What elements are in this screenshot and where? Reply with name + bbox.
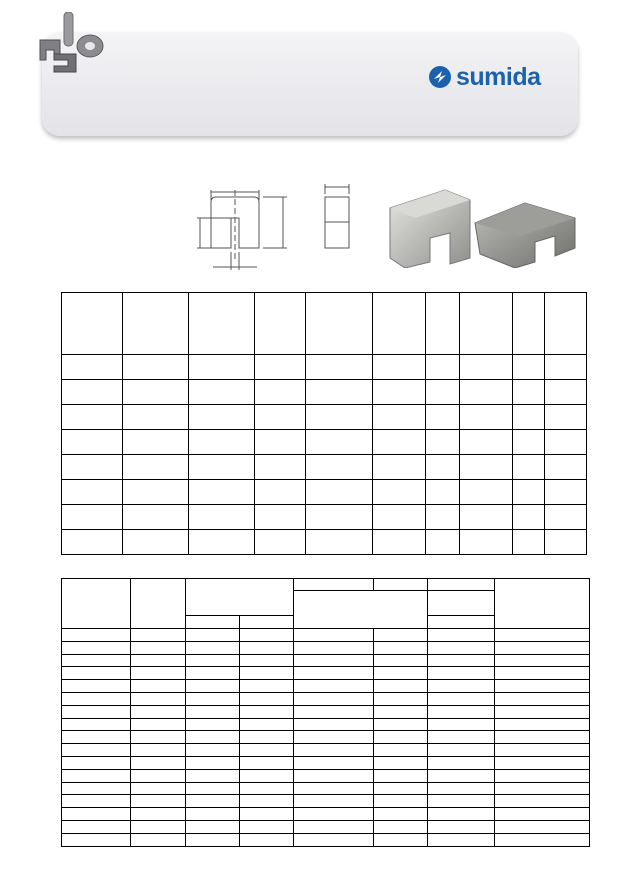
table-cell	[130, 629, 185, 642]
table-cell	[239, 769, 293, 782]
table-cell	[62, 718, 131, 731]
table-cell	[293, 692, 374, 705]
table-cell	[495, 808, 590, 821]
table-cell	[306, 380, 373, 405]
table-cell	[254, 405, 306, 430]
table-cell	[428, 782, 495, 795]
table-cell	[239, 744, 293, 757]
ferrite-cores-icon	[38, 12, 108, 74]
header-cell	[239, 616, 293, 629]
table-cell	[306, 455, 373, 480]
table-cell	[293, 744, 374, 757]
table-cell	[62, 505, 123, 530]
table-cell	[293, 833, 374, 846]
table-cell	[62, 769, 131, 782]
header-cell	[185, 616, 239, 629]
table-cell	[374, 756, 428, 769]
table-cell	[460, 355, 513, 380]
table-row	[62, 692, 590, 705]
table-cell	[62, 480, 123, 505]
table-cell	[428, 731, 495, 744]
table-cell	[495, 654, 590, 667]
table-cell	[254, 505, 306, 530]
table-cell	[373, 455, 426, 480]
table-cell	[373, 380, 426, 405]
table-cell	[239, 629, 293, 642]
header-cell	[62, 579, 131, 629]
specifications-table	[61, 292, 587, 555]
part-list-table	[61, 578, 590, 847]
table-cell	[188, 505, 254, 530]
table-cell	[185, 629, 239, 642]
table-cell	[185, 654, 239, 667]
table-cell	[373, 530, 426, 555]
table-cell	[130, 667, 185, 680]
table-cell	[188, 405, 254, 430]
table-cell	[374, 667, 428, 680]
table-row	[62, 430, 587, 455]
table-row	[62, 731, 590, 744]
table-cell	[460, 293, 513, 355]
table-cell	[374, 795, 428, 808]
table-cell	[374, 641, 428, 654]
table-row	[62, 744, 590, 757]
table-cell	[513, 380, 545, 405]
header-cell	[374, 579, 428, 591]
table-cell	[130, 654, 185, 667]
table-cell	[544, 530, 586, 555]
table-cell	[495, 769, 590, 782]
table-cell	[122, 530, 188, 555]
table-row	[62, 667, 590, 680]
table-cell	[130, 731, 185, 744]
table-cell	[130, 744, 185, 757]
table-cell	[130, 692, 185, 705]
table-cell	[374, 744, 428, 757]
table-cell	[306, 355, 373, 380]
table-cell	[495, 782, 590, 795]
table-cell	[62, 756, 131, 769]
table-cell	[373, 405, 426, 430]
table-cell	[374, 782, 428, 795]
table-cell	[374, 769, 428, 782]
table-cell	[188, 293, 254, 355]
table-cell	[239, 820, 293, 833]
table-cell	[62, 692, 131, 705]
header-cell	[428, 616, 495, 629]
table-cell	[306, 505, 373, 530]
table-cell	[122, 355, 188, 380]
table-cell	[185, 718, 239, 731]
table-row	[62, 769, 590, 782]
table-row	[62, 795, 590, 808]
table-cell	[495, 744, 590, 757]
table-cell	[374, 654, 428, 667]
table-row	[62, 380, 587, 405]
header-cell	[428, 591, 495, 616]
table-cell	[426, 293, 460, 355]
table-cell	[130, 756, 185, 769]
brand-logo	[428, 62, 541, 92]
table-cell	[428, 654, 495, 667]
table-cell	[428, 718, 495, 731]
table-row	[62, 480, 587, 505]
table-cell	[185, 782, 239, 795]
table-cell	[239, 808, 293, 821]
table-cell	[513, 405, 545, 430]
header-cell	[293, 591, 428, 629]
table-cell	[130, 795, 185, 808]
table-row	[62, 641, 590, 654]
table-cell	[185, 769, 239, 782]
header-cell	[428, 579, 495, 591]
table-cell	[62, 782, 131, 795]
table-cell	[426, 380, 460, 405]
table-cell	[495, 667, 590, 680]
table-cell	[239, 833, 293, 846]
table-cell	[544, 293, 586, 355]
table-row	[62, 680, 590, 693]
table-cell	[374, 833, 428, 846]
table-cell	[495, 820, 590, 833]
table-cell	[495, 795, 590, 808]
table-cell	[495, 680, 590, 693]
table-cell	[239, 667, 293, 680]
table-row	[62, 705, 590, 718]
table-cell	[460, 455, 513, 480]
table-cell	[495, 705, 590, 718]
table-cell	[374, 820, 428, 833]
table-cell	[544, 455, 586, 480]
table-cell	[122, 380, 188, 405]
table-cell	[62, 629, 131, 642]
table-cell	[426, 455, 460, 480]
table-cell	[185, 641, 239, 654]
table-cell	[495, 833, 590, 846]
table-cell	[495, 641, 590, 654]
table-cell	[293, 680, 374, 693]
table-cell	[254, 293, 306, 355]
table-cell	[122, 293, 188, 355]
table-cell	[495, 756, 590, 769]
table-cell	[62, 680, 131, 693]
table-cell	[306, 293, 373, 355]
table-cell	[62, 667, 131, 680]
table-cell	[62, 820, 131, 833]
table-cell	[544, 405, 586, 430]
table-cell	[122, 405, 188, 430]
table-cell	[544, 480, 586, 505]
table-cell	[188, 480, 254, 505]
table-cell	[544, 380, 586, 405]
table-cell	[293, 731, 374, 744]
table-cell	[188, 530, 254, 555]
table-cell	[185, 756, 239, 769]
table-cell	[185, 667, 239, 680]
table-cell	[130, 769, 185, 782]
table-cell	[130, 680, 185, 693]
table-cell	[122, 480, 188, 505]
table-cell	[428, 641, 495, 654]
table-cell	[188, 380, 254, 405]
table-cell	[185, 820, 239, 833]
table-cell	[188, 430, 254, 455]
table-cell	[130, 833, 185, 846]
table-cell	[62, 833, 131, 846]
table-row	[62, 756, 590, 769]
table-cell	[428, 820, 495, 833]
table-cell	[62, 808, 131, 821]
table-cell	[544, 355, 586, 380]
table-cell	[544, 430, 586, 455]
table-cell	[130, 808, 185, 821]
table-row	[62, 654, 590, 667]
table-cell	[293, 782, 374, 795]
table-cell	[62, 705, 131, 718]
header-cell	[130, 579, 185, 629]
table-row	[62, 782, 590, 795]
table-cell	[293, 654, 374, 667]
table-cell	[460, 530, 513, 555]
table-cell	[513, 430, 545, 455]
table-row	[62, 355, 587, 380]
table-cell	[130, 782, 185, 795]
table-cell	[513, 480, 545, 505]
table-cell	[293, 820, 374, 833]
table-cell	[513, 455, 545, 480]
header-cell	[185, 579, 293, 616]
table-cell	[428, 795, 495, 808]
table-cell	[185, 795, 239, 808]
table-cell	[293, 629, 374, 642]
sumida-logo-icon	[428, 65, 452, 89]
table-cell	[185, 833, 239, 846]
table-cell	[373, 293, 426, 355]
table-cell	[239, 718, 293, 731]
table-cell	[460, 480, 513, 505]
table-cell	[293, 641, 374, 654]
table-cell	[428, 744, 495, 757]
table-cell	[254, 455, 306, 480]
table-cell	[62, 530, 123, 555]
table-cell	[239, 731, 293, 744]
table-cell	[62, 430, 123, 455]
header-cell	[495, 579, 590, 629]
table-cell	[306, 405, 373, 430]
table-cell	[495, 629, 590, 642]
table-cell	[239, 756, 293, 769]
table-cell	[426, 505, 460, 530]
table-cell	[426, 355, 460, 380]
table-row	[62, 820, 590, 833]
table-cell	[460, 405, 513, 430]
table-cell	[254, 380, 306, 405]
table-row	[62, 455, 587, 480]
table-cell	[254, 355, 306, 380]
table-row	[62, 629, 590, 642]
table-cell	[130, 641, 185, 654]
table-cell	[130, 820, 185, 833]
table-cell	[306, 430, 373, 455]
table-cell	[428, 756, 495, 769]
table-cell	[239, 782, 293, 795]
table-cell	[293, 756, 374, 769]
table-cell	[426, 480, 460, 505]
table-cell	[460, 430, 513, 455]
table-cell	[239, 705, 293, 718]
table-cell	[62, 355, 123, 380]
table-cell	[62, 641, 131, 654]
table-cell	[495, 731, 590, 744]
table-cell	[426, 430, 460, 455]
table-cell	[185, 808, 239, 821]
table-row	[62, 718, 590, 731]
table-cell	[428, 833, 495, 846]
table-row	[62, 530, 587, 555]
table-row	[62, 405, 587, 430]
table-cell	[374, 718, 428, 731]
ferrite-core-photo	[385, 178, 580, 268]
table-cell	[373, 355, 426, 380]
table-cell	[513, 530, 545, 555]
table-cell	[62, 455, 123, 480]
table-cell	[293, 808, 374, 821]
table-cell	[130, 705, 185, 718]
table-cell	[373, 505, 426, 530]
table-cell	[495, 692, 590, 705]
table-cell	[185, 692, 239, 705]
table-cell	[122, 430, 188, 455]
table-cell	[513, 293, 545, 355]
table-cell	[185, 705, 239, 718]
table-cell	[426, 530, 460, 555]
table-cell	[495, 718, 590, 731]
table-cell	[239, 795, 293, 808]
brand-name: sumida	[456, 62, 541, 91]
table-cell	[122, 455, 188, 480]
table-cell	[373, 480, 426, 505]
table-cell	[185, 680, 239, 693]
table-cell	[62, 731, 131, 744]
table-cell	[428, 692, 495, 705]
table-row	[62, 808, 590, 821]
table-cell	[62, 380, 123, 405]
table-cell	[374, 731, 428, 744]
table-cell	[188, 355, 254, 380]
table-cell	[293, 667, 374, 680]
table-row	[62, 505, 587, 530]
table-row	[62, 833, 590, 846]
table-cell	[428, 667, 495, 680]
table-cell	[374, 680, 428, 693]
table-cell	[62, 405, 123, 430]
table-cell	[460, 380, 513, 405]
table-cell	[185, 731, 239, 744]
table-cell	[293, 705, 374, 718]
table-cell	[239, 641, 293, 654]
table-cell	[130, 718, 185, 731]
table-cell	[239, 692, 293, 705]
table-cell	[374, 808, 428, 821]
table-cell	[62, 744, 131, 757]
table-cell	[513, 505, 545, 530]
table-cell	[293, 769, 374, 782]
table-cell	[62, 293, 123, 355]
table-cell	[428, 680, 495, 693]
table-cell	[239, 680, 293, 693]
table-cell	[544, 505, 586, 530]
table-cell	[428, 629, 495, 642]
table-cell	[254, 430, 306, 455]
table-cell	[306, 530, 373, 555]
table-row	[62, 293, 587, 355]
table-cell	[428, 769, 495, 782]
table-cell	[254, 530, 306, 555]
table-cell	[239, 654, 293, 667]
table-cell	[513, 355, 545, 380]
table-cell	[254, 480, 306, 505]
table-cell	[306, 480, 373, 505]
table-cell	[373, 430, 426, 455]
table-cell	[374, 705, 428, 718]
table-cell	[460, 505, 513, 530]
core-dimension-drawing	[175, 172, 360, 277]
table-cell	[374, 629, 428, 642]
header-cell	[293, 579, 374, 591]
table-cell	[428, 705, 495, 718]
table-cell	[374, 692, 428, 705]
table-cell	[293, 795, 374, 808]
table-cell	[426, 405, 460, 430]
table-cell	[62, 795, 131, 808]
table-cell	[188, 455, 254, 480]
table-cell	[293, 718, 374, 731]
table-cell	[428, 808, 495, 821]
table-cell	[185, 744, 239, 757]
table-cell	[122, 505, 188, 530]
table-cell	[62, 654, 131, 667]
